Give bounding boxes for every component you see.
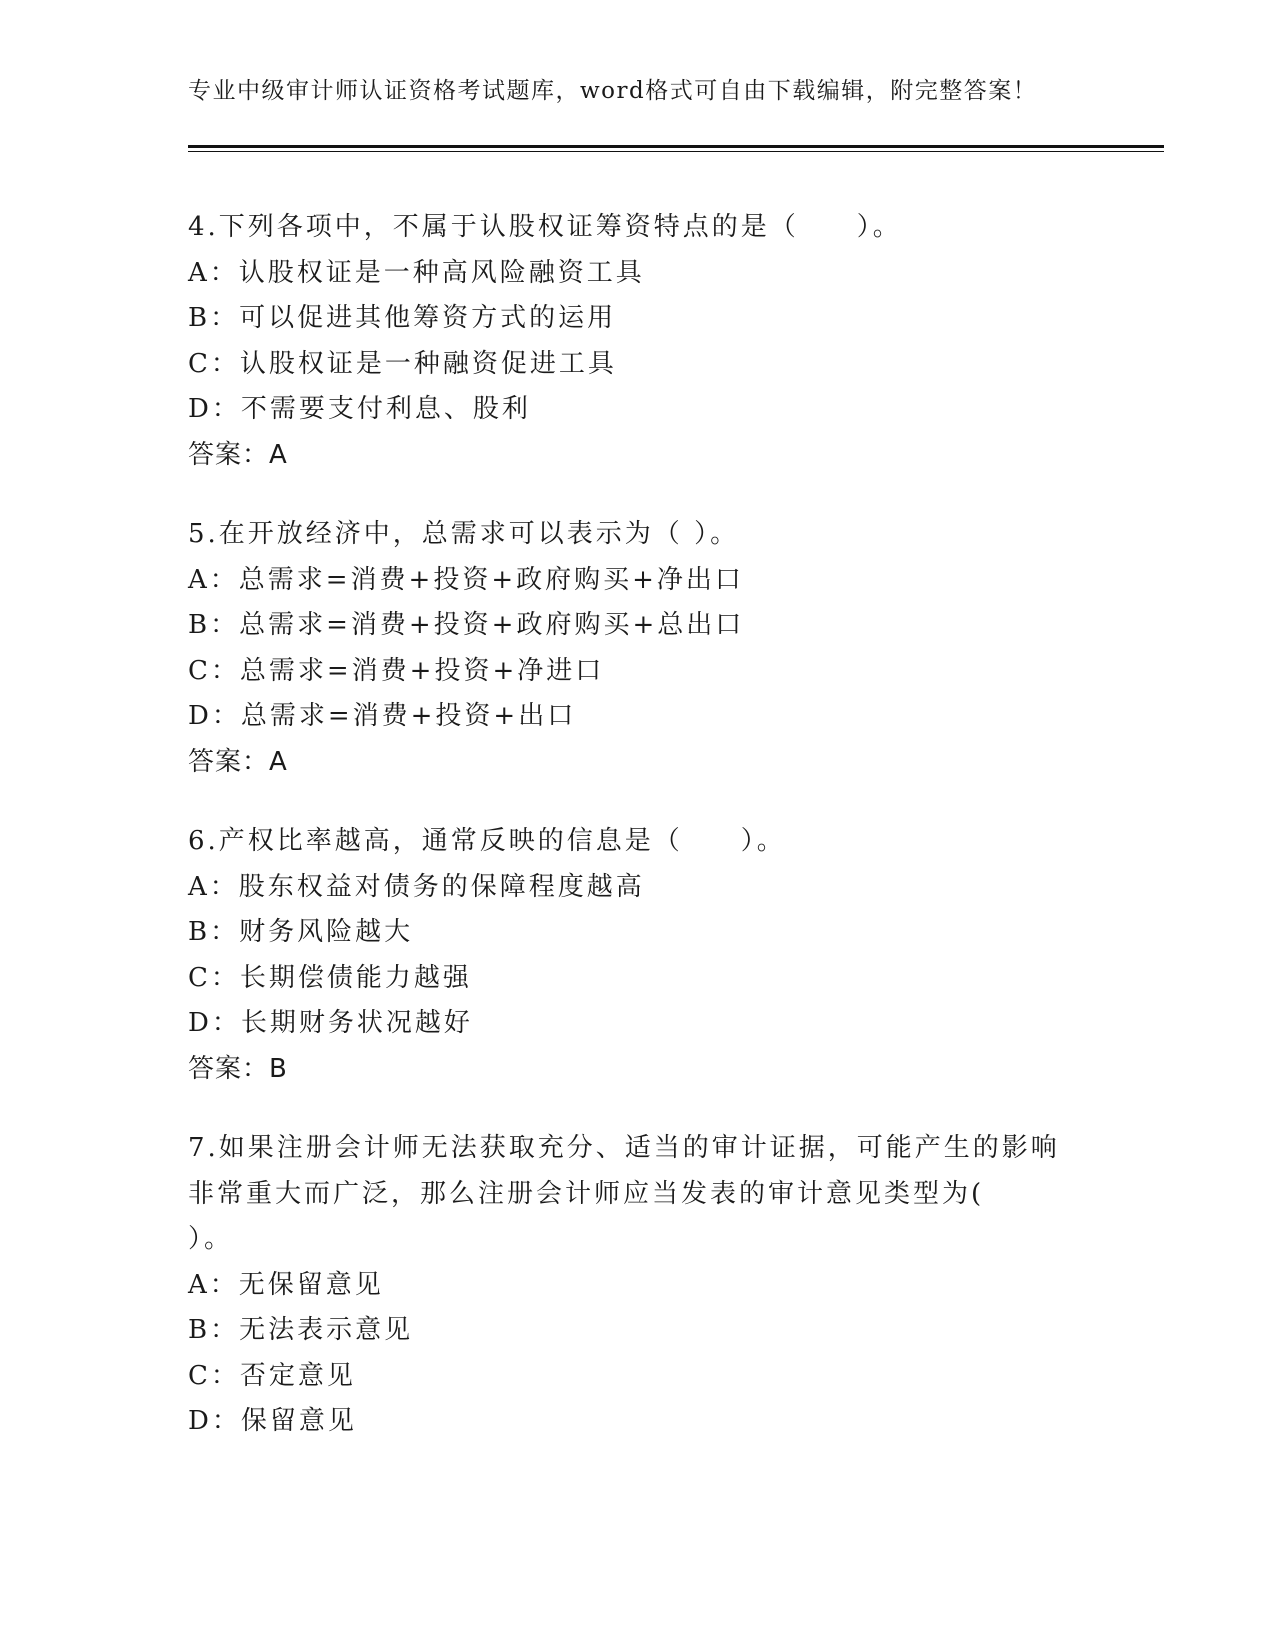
answer-line: 答案：A xyxy=(188,746,288,777)
question-stem: 4.下列各项中，不属于认股权证筹资特点的是（ ）。 xyxy=(188,212,902,242)
question-stem-line-3: ）。 xyxy=(188,1224,234,1254)
header-rule-thick xyxy=(188,145,1164,148)
question-stem-line-1: 7.如果注册会计师无法获取充分、适当的审计证据，可能产生的影响 xyxy=(188,1133,1060,1163)
option-b: B：财务风险越大 xyxy=(188,917,414,947)
question-stem-line-2: 非常重大而广泛，那么注册会计师应当发表的审计意见类型为( xyxy=(188,1178,985,1209)
option-d: D：不需要支付利息、股利 xyxy=(188,394,531,424)
question-stem: 6.产权比率越高，通常反映的信息是（ ）。 xyxy=(188,826,786,856)
option-a: A：股东权益对债务的保障程度越高 xyxy=(188,871,645,902)
option-c: C：长期偿债能力越强 xyxy=(188,962,472,993)
question-list xyxy=(188,205,1088,1479)
header-rule-thin xyxy=(188,151,1164,152)
option-d: D：总需求=消费+投资+出口 xyxy=(188,701,577,731)
option-c: C：否定意见 xyxy=(188,1360,356,1391)
answer-line: 答案：B xyxy=(188,1053,288,1084)
option-d: D：保留意见 xyxy=(188,1406,357,1436)
option-d: D：长期财务状况越好 xyxy=(188,1008,473,1038)
question-stem: 5.在开放经济中，总需求可以表示为（ ）。 xyxy=(188,519,740,549)
option-a: A：认股权证是一种高风险融资工具 xyxy=(188,257,645,288)
question-7 xyxy=(188,1126,1088,1445)
option-b: B：总需求=消费+投资+政府购买+总出口 xyxy=(188,610,745,640)
option-c: C：总需求=消费+投资+净进口 xyxy=(188,655,605,686)
question-4 xyxy=(188,205,1088,478)
option-a: A：无保留意见 xyxy=(188,1269,384,1300)
option-a: A：总需求=消费+投资+政府购买+净出口 xyxy=(188,564,744,595)
question-5 xyxy=(188,512,1088,785)
page-header: 专业中级审计师认证资格考试题库，word格式可自由下载编辑，附完整答案！ xyxy=(188,78,1038,104)
option-c: C：认股权证是一种融资促进工具 xyxy=(188,348,617,379)
option-b: B：可以促进其他筹资方式的运用 xyxy=(188,303,617,333)
option-b: B：无法表示意见 xyxy=(188,1315,414,1345)
answer-line: 答案：A xyxy=(188,439,288,470)
question-6 xyxy=(188,819,1088,1092)
